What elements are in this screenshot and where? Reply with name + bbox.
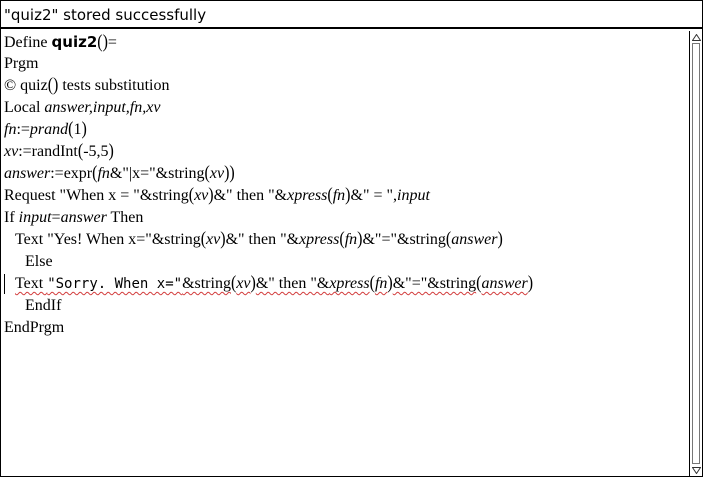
code-line-4[interactable] <box>4 97 160 119</box>
code-line-11[interactable] <box>25 251 53 273</box>
assign-op: := <box>18 143 32 160</box>
paren-open: ( <box>200 229 207 250</box>
paren-open: ( <box>476 273 482 294</box>
code-line-8[interactable] <box>4 185 430 207</box>
var-fn: fn <box>97 165 110 182</box>
parens: () <box>97 32 108 53</box>
var-fn: fn <box>4 121 17 138</box>
paren-open: ( <box>339 229 345 250</box>
var-answer: answer <box>60 209 107 226</box>
equals: = <box>107 34 117 51</box>
keyword-text: Text <box>15 275 48 292</box>
status-message: "quiz2" stored successfully <box>1 1 702 29</box>
var-fn: fn <box>332 187 346 204</box>
keyword-if: If <box>4 209 19 226</box>
code-line-5[interactable] <box>4 119 87 141</box>
assign-op: := <box>16 121 30 138</box>
paren-open: ( <box>77 141 84 162</box>
text-caret <box>4 274 5 294</box>
code-line-7[interactable] <box>4 163 235 185</box>
paren-open: ( <box>369 273 375 294</box>
keyword-else: Else <box>25 253 53 270</box>
comment-parens: () <box>47 75 59 96</box>
string-concat: &" then "& <box>255 275 330 292</box>
code-line-6[interactable] <box>4 141 114 163</box>
var-xv: xv <box>4 143 19 160</box>
comment-name: quiz <box>20 77 48 94</box>
scroll-track[interactable] <box>692 43 700 464</box>
vertical-scrollbar[interactable] <box>689 31 702 476</box>
paren-close: ) <box>220 229 226 250</box>
var-xv: xv <box>194 187 209 204</box>
comment-symbol: © <box>4 77 17 94</box>
text-yes: Text "Yes! When x="&string <box>15 231 201 248</box>
paren-open: ( <box>92 163 98 184</box>
code-editor[interactable] <box>1 31 689 476</box>
var-input: input <box>397 187 430 204</box>
paren-close: ) <box>527 273 534 294</box>
triangle-down-icon[interactable] <box>691 465 702 475</box>
code-line-14[interactable] <box>4 317 64 339</box>
triangle-up-icon[interactable] <box>691 32 702 42</box>
arg: 1 <box>73 121 82 138</box>
request-prompt: Request "When x = "&string <box>4 187 189 204</box>
code-line-1[interactable] <box>4 31 117 53</box>
func-randint: randInt <box>31 143 78 160</box>
program-name: quiz2 <box>51 33 98 51</box>
func-prand: prand <box>29 121 69 138</box>
keyword-then: Then <box>106 209 144 226</box>
string-concat: &"="&string <box>362 231 446 248</box>
string-sorry: "Sorry. When x=" <box>47 276 183 292</box>
func-xpress: xpress <box>299 231 340 248</box>
var-fn: fn <box>374 275 388 292</box>
keyword-endprgm: EndPrgm <box>4 319 65 336</box>
func-xpress: xpress <box>287 187 328 204</box>
code-line-2[interactable] <box>4 53 38 75</box>
code-line-9[interactable] <box>4 207 143 229</box>
code-line-3[interactable] <box>4 75 169 97</box>
var-xv: xv <box>209 165 225 182</box>
func-xpress: xpress <box>329 275 370 292</box>
keyword-local: Local <box>4 99 41 116</box>
equals: = <box>51 209 61 226</box>
var-answer: answer <box>451 231 498 248</box>
paren-close: ) <box>250 273 256 294</box>
paren-open: ( <box>68 119 74 140</box>
paren-open: ( <box>327 185 333 206</box>
code-line-12[interactable] <box>15 273 533 295</box>
keyword-endif: EndIf <box>25 297 62 314</box>
func-expr: expr <box>63 165 93 182</box>
paren-close: ) <box>345 185 351 206</box>
string-concat: &string <box>182 275 231 292</box>
paren-close: ) <box>357 229 363 250</box>
local-vars: answer,input,fn,xv <box>44 99 161 116</box>
var-xv: xv <box>206 231 221 248</box>
string-concat: &"="&string <box>392 275 477 292</box>
paren-open: ( <box>188 185 195 206</box>
string-concat: &" then "& <box>213 187 288 204</box>
assign-op: := <box>50 165 64 182</box>
paren-close: )) <box>224 163 235 184</box>
string-concat: &" then "& <box>225 231 300 248</box>
var-answer: answer <box>4 165 51 182</box>
paren-open: ( <box>230 273 237 294</box>
var-answer: answer <box>481 275 528 292</box>
string-concat: &"|x="&string <box>109 165 205 182</box>
args: -5,5 <box>83 143 109 160</box>
paren-close: ) <box>387 273 393 294</box>
code-line-13[interactable] <box>25 295 61 317</box>
var-input: input <box>18 209 52 226</box>
var-xv: xv <box>236 275 251 292</box>
syntax-error-underline <box>15 275 533 292</box>
paren-open: ( <box>445 229 452 250</box>
comment-text: tests substitution <box>58 77 170 94</box>
code-line-10[interactable] <box>15 229 503 251</box>
paren-close: ) <box>497 229 503 250</box>
var-fn: fn <box>344 231 358 248</box>
string-concat: &" = ", <box>350 187 398 204</box>
paren-close: ) <box>208 185 214 206</box>
keyword-define: Define <box>4 34 48 51</box>
paren-open: ( <box>204 163 210 184</box>
paren-close: ) <box>81 119 87 140</box>
paren-close: ) <box>108 141 114 162</box>
keyword-prgm: Prgm <box>4 55 39 72</box>
